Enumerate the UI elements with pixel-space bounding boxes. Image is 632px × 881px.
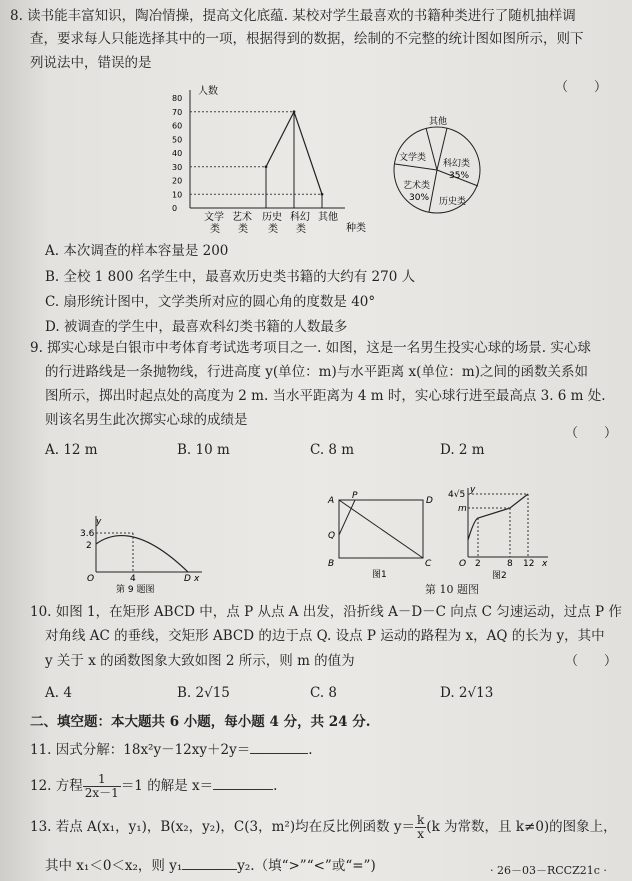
q12 <box>30 771 277 801</box>
q13-blank[interactable] <box>182 869 237 870</box>
y-tick-label: 70 <box>172 107 183 117</box>
q10-fig2-x: x <box>542 559 548 569</box>
value-drops <box>265 110 324 208</box>
q10-fig2-curve <box>468 494 528 540</box>
q9-parabola <box>96 536 188 572</box>
q8-pie-chart <box>385 108 495 223</box>
q12-fraction <box>83 773 121 800</box>
q9-figure <box>80 508 205 593</box>
q13-line1a: 13. 若点 A(x₁，y₁)，B(x₂，y₂)，C(3，m²)均在反比例函数 y＝ <box>30 819 416 835</box>
cat-label-lit-b: 类 <box>210 224 220 235</box>
pie-label-other: 其他 <box>429 117 448 127</box>
q9-line2: 的行进路线是一条抛物线，行进高度 y(单位：m)与水平距离 x(单位：m)之间的函数关系如 <box>45 364 588 380</box>
q10-option-d: D. 2√13 <box>440 685 494 701</box>
q13-line1b: (k 为常数，且 k≠0)的图象上， <box>426 819 617 835</box>
chart-xlabel: 种类 <box>346 223 366 234</box>
q10-answer-paren: （ ） <box>565 654 618 669</box>
q10-label-P: P <box>352 491 358 501</box>
q9-fig-2: 2 <box>86 541 92 551</box>
q10-label-B: B <box>328 559 335 569</box>
y-tick-label: 80 <box>172 94 183 103</box>
cat-label-art-b: 类 <box>238 224 248 235</box>
q12-frac-num: 1 <box>83 773 121 787</box>
q9-fig-caption: 第 9 题图 <box>116 585 155 593</box>
q9-fig-O: O <box>87 574 95 584</box>
q10-figure2 <box>448 482 558 582</box>
y-axis-ticks <box>172 94 182 213</box>
q10-fig2-caption: 图2 <box>492 571 507 581</box>
pie-label-scifi: 科幻类 <box>443 159 471 169</box>
q8-option-c: C. 扇形统计图中，文学类所对应的圆心角的度数是 40° <box>45 294 376 310</box>
pie-value-art: 30% <box>409 193 430 203</box>
y-tick-label: 10 <box>172 190 183 200</box>
q8-answer-paren: （ ） <box>555 80 608 95</box>
q11 <box>30 742 313 759</box>
q10-fig2-O: O <box>459 559 467 569</box>
q8-line3: 列说法中，错误的是 <box>30 55 152 71</box>
q8-option-b: B. 全校 1 800 名学生中，最喜欢历史类书籍的大约有 270 人 <box>45 269 416 285</box>
dash-guides <box>190 112 322 195</box>
data-point <box>293 110 296 113</box>
cat-label-scifi-a: 科幻 <box>290 212 310 223</box>
cat-label-hist-a: 历史 <box>262 212 282 223</box>
q13-fraction <box>415 814 426 841</box>
q8-option-d: D. 被调查的学生中，最喜欢科幻类书籍的人数最多 <box>45 319 348 335</box>
q12-mid: ＝1 的解是 x＝ <box>120 778 214 794</box>
pie-value-scifi: 35% <box>449 171 470 181</box>
q9-fig-D: D <box>184 574 191 584</box>
q10-fig2-t12: 12 <box>523 559 535 569</box>
y-tick-label: 60 <box>172 121 183 131</box>
q10-line1: 10. 如图 1，在矩形 ABCD 中，点 P 从点 A 出发，沿折线 A－D－C 向点 C 匀速运动，过点 P 作 <box>30 604 622 620</box>
q10-fig2-y: y <box>470 485 476 495</box>
q11-blank[interactable] <box>250 753 308 754</box>
q11-end: . <box>308 742 313 758</box>
chart-ylabel: 人数 <box>198 86 218 97</box>
q10-diagonal-ac <box>339 500 423 558</box>
q10-line3: y 关于 x 的函数图象大致如图 2 所示，则 m 的值为 <box>45 653 355 669</box>
q10-line2: 对角线 AC 的垂线，交矩形 ABCD 的边于点 Q. 设点 P 运动的路程为 x，AQ 的长为 y，其中 <box>45 628 605 644</box>
q8-line1: 8. 读书能丰富知识，陶冶情操，提高文化底蕴. 某校对学生最喜欢的书籍种类进行了随机抽样调 <box>10 8 576 24</box>
pie-slice-border-5 <box>429 170 437 212</box>
q12-frac-den: 2x－1 <box>84 786 119 800</box>
q9-fig-x: x <box>194 574 200 584</box>
cat-label-hist-b: 类 <box>268 224 278 235</box>
q10-fig2-t8: 8 <box>507 559 513 569</box>
q9-option-d: D. 2 m <box>440 442 485 458</box>
q8-line-chart <box>160 80 375 240</box>
q13-frac-den: x <box>417 827 425 841</box>
data-point <box>321 193 324 196</box>
q13-line1 <box>30 812 617 842</box>
q9-fig-4: 4 <box>130 574 136 584</box>
q9-option-a: A. 12 m <box>45 442 98 458</box>
q13-line2a: 其中 x₁＜0＜x₂，则 y₁ <box>45 858 183 874</box>
q9-line1: 9. 掷实心球是白银市中考体育考试选考项目之一. 如图，这是一名男生投实心球的场景. 实心球 <box>30 340 591 356</box>
q10-label-Q: Q <box>328 531 336 541</box>
q12-end: . <box>273 778 278 794</box>
q10-fig-caption: 第 10 题图 <box>425 583 479 596</box>
q10-fig2-m: m <box>458 504 467 514</box>
q9-option-b: B. 10 m <box>177 442 230 458</box>
cat-label-scifi-b: 类 <box>296 224 306 235</box>
q10-option-b: B. 2√15 <box>177 685 230 701</box>
q10-fig2-t2: 2 <box>475 559 481 569</box>
pie-slice-border-3 <box>395 164 437 170</box>
q10-label-A: A <box>328 496 335 506</box>
q13-line2 <box>45 858 376 875</box>
y-tick-label: 20 <box>172 176 183 186</box>
q8-line2: 查，要求每人只能选择其中的一项，根据得到的数据，绘制的不完整的统计图如图所示，则下 <box>30 31 584 47</box>
cat-label-other: 其他 <box>318 212 338 223</box>
data-point <box>265 165 268 168</box>
q9-fig-y: y <box>96 517 102 527</box>
q9-option-c: C. 8 m <box>310 442 355 458</box>
q9-line3: 图所示，掷出时起点处的高度为 2 m. 当水平距离为 4 m 时，实心球行进至最高点 3. 6 m 处. <box>45 388 606 404</box>
q12-pre: 12. 方程 <box>30 778 83 794</box>
q10-fig2-val45: 4√5 <box>448 490 466 500</box>
y-tick-label: 30 <box>172 162 183 172</box>
pie-label-lit: 文学类 <box>399 153 427 163</box>
cat-label-art-a: 艺术 <box>232 212 252 223</box>
cat-label-lit-a: 文学 <box>204 212 224 223</box>
y-tick-label: 40 <box>172 149 183 158</box>
q8-option-a: A. 本次调查的样本容量是 200 <box>45 243 229 259</box>
q11-text: 11. 因式分解：18x²y－12xy＋2y＝ <box>30 742 251 758</box>
q10-label-C: C <box>425 559 432 569</box>
pie-label-hist: 历史类 <box>439 197 467 207</box>
q10-fig1-caption: 图1 <box>372 570 387 580</box>
pie-label-art: 艺术类 <box>403 181 431 191</box>
q10-label-D: D <box>426 496 433 506</box>
y-tick-label: 50 <box>172 135 183 145</box>
y-tick-label: 0 <box>172 204 178 213</box>
q13-frac-num: k <box>417 813 425 827</box>
section-2-heading: 二、填空题：本大题共 6 小题，每小题 4 分，共 24 分. <box>30 714 371 730</box>
q10-figure1 <box>322 490 442 580</box>
q9-line4: 则该名男生此次掷实心球的成绩是 <box>45 412 248 428</box>
page-footer-code: · 26－03－RCCZ21c · <box>490 864 607 877</box>
q9-fig-36: 3.6 <box>80 529 95 539</box>
q12-blank[interactable] <box>213 789 273 790</box>
q9-answer-paren: （ ） <box>565 426 618 441</box>
q10-option-a: A. 4 <box>45 685 72 701</box>
q13-line2b: y₂.（填“>”“<”或“=”) <box>237 858 376 874</box>
pie-slice-border-1 <box>426 128 437 170</box>
q10-option-c: C. 8 <box>310 685 338 701</box>
